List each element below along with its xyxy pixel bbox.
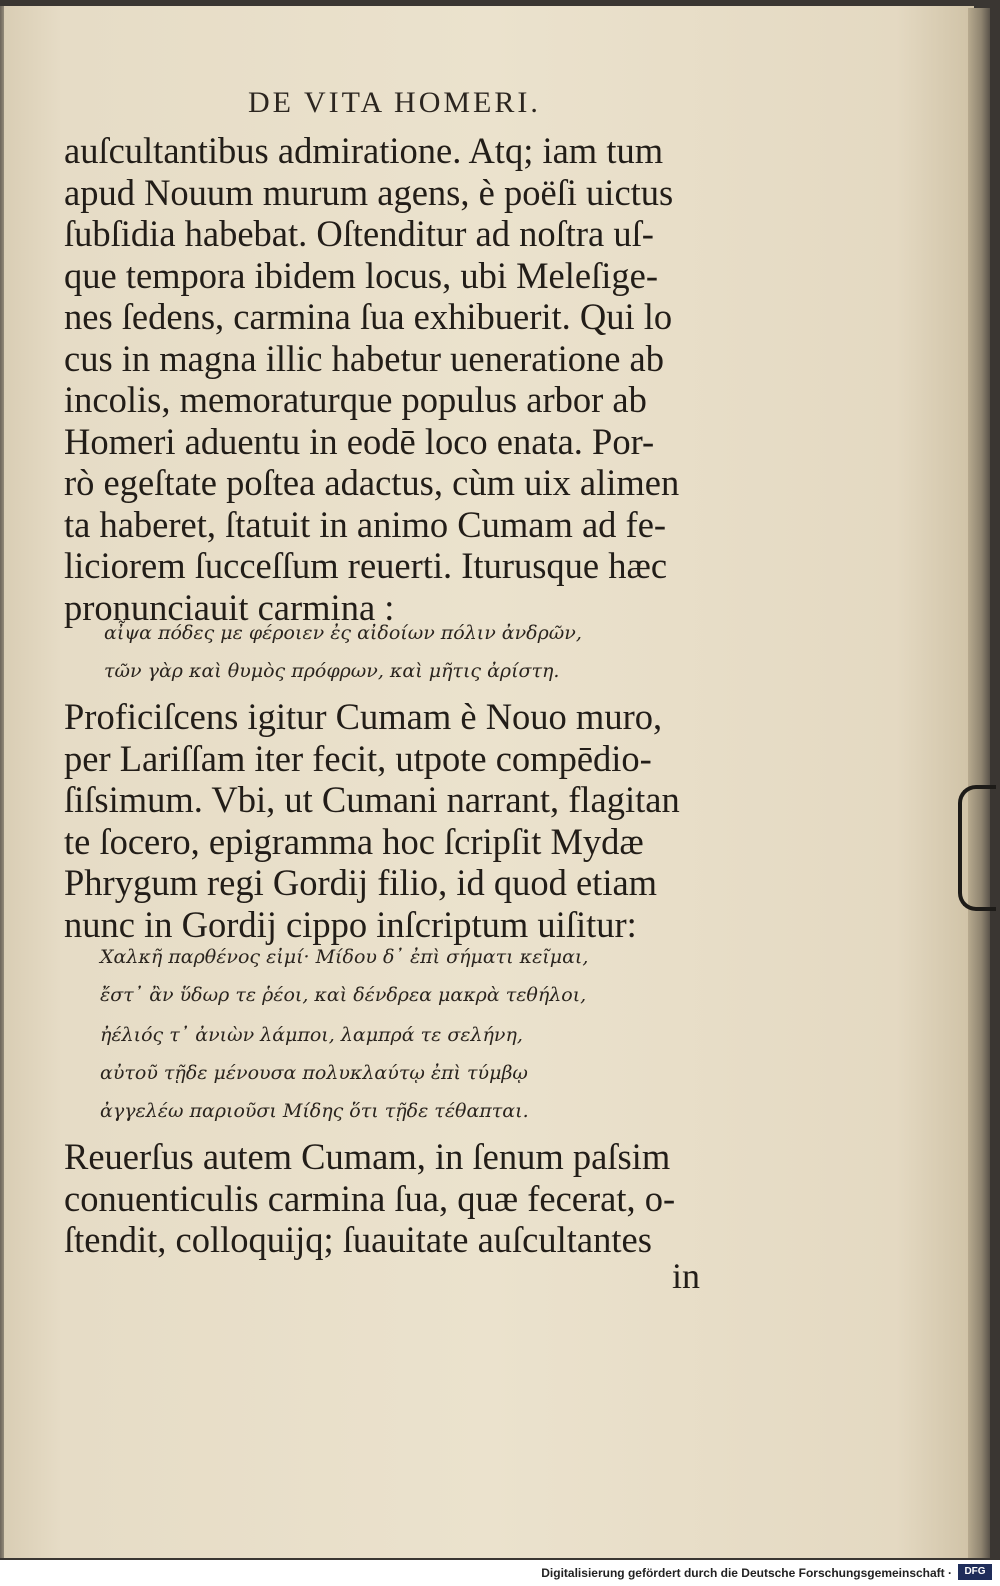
greek-epigram-line: Χαλκῆ παρθένος εἰμί· Μίδου δ᾽ ἐπὶ σήματι κεῖμαι, xyxy=(100,946,589,968)
greek-verse-line: αἶψα πόδες με φέροιεν ἐς αἰδοίων πόλιν ἀνδρῶν, xyxy=(104,622,582,644)
footer-credit: Digitalisierung gefördert durch die Deutsche Forschungsgemeinschaft · xyxy=(541,1566,952,1580)
text-block-3 xyxy=(64,1136,724,1261)
dfg-logo: DFG xyxy=(958,1564,992,1580)
text-line: Proficiſcens igitur Cumam è Nouo muro, xyxy=(64,696,663,737)
text-line: rò egeſtate poſtea adactus, cùm uix alimen xyxy=(64,462,680,503)
text-line: apud Nouum murum agens, è poëſi uictus xyxy=(64,171,674,213)
text-line: per Lariſſam iter fecit, utpote compēdio- xyxy=(64,737,652,779)
text-line: ſiſsimum. Vbi, ut Cumani narrant, flagitan xyxy=(64,779,680,820)
page-clip xyxy=(958,785,996,911)
text-line: cus in magna illic habetur ueneratione ab xyxy=(64,337,664,379)
text-line: te ſocero, epigramma hoc ſcripſit Mydæ xyxy=(64,820,644,862)
text-line: conuenticulis carmina ſua, quæ fecerat, o- xyxy=(64,1177,676,1219)
text-line: liciorem ſucceſſum reuerti. Iturusque hæc xyxy=(64,545,668,586)
greek-verse-line: τῶν γὰρ καὶ θυμὸς πρόφρων, καὶ μῆτις ἀρίστη. xyxy=(104,660,560,682)
digitization-footer xyxy=(0,1560,1000,1586)
right-page-edge xyxy=(968,8,990,1558)
text-line: nunc in Gordij cippo inſcriptum uiſitur: xyxy=(64,903,637,945)
text-line: auſcultantibus admiratione. Atq; iam tum xyxy=(64,130,664,171)
text-block-2 xyxy=(64,696,724,945)
text-line: ſubſidia habebat. Oſtenditur ad noſtra uſ- xyxy=(64,213,654,254)
text-line: ta haberet, ſtatuit in animo Cumam ad fe- xyxy=(64,503,667,545)
text-block-1 xyxy=(64,130,724,628)
text-line: pronunciauit carmina : xyxy=(64,586,395,628)
running-title: DE VITA HOMERI. xyxy=(248,86,541,119)
greek-epigram-line: ἔστ᾽ ἂν ὕδωρ τε ῥέοι, καὶ δένδρεα μακρὰ τεθήλοι, xyxy=(100,984,587,1006)
text-line: ſtendit, colloquijq; ſuauitate auſcultantes xyxy=(64,1219,652,1260)
text-line: nes ſedens, carmina ſua exhibuerit. Qui lo xyxy=(64,296,673,337)
text-line: Phrygum regi Gordij filio, id quod etiam xyxy=(64,862,658,903)
text-line: Reuerſus autem Cumam, in ſenum paſsim xyxy=(64,1136,671,1177)
greek-epigram-line: ἠέλιός τ᾽ ἀνιὼν λάμποι, λαμπρά τε σελήνη, xyxy=(100,1024,523,1046)
text-line: que tempora ibidem locus, ubi Meleſige- xyxy=(64,254,658,296)
greek-epigram-line: ἀγγελέω παριοῦσι Μίδης ὅτι τῇδε τέθαπται. xyxy=(100,1100,529,1122)
catchword: in xyxy=(672,1256,701,1296)
greek-epigram-line: αὐτοῦ τῇδε μένουσα πολυκλαύτῳ ἐπὶ τύμβῳ xyxy=(100,1062,528,1084)
text-line: Homeri aduentu in eodē loco enata. Por- xyxy=(64,420,655,462)
text-line: incolis, memoraturque populus arbor ab xyxy=(64,379,647,420)
